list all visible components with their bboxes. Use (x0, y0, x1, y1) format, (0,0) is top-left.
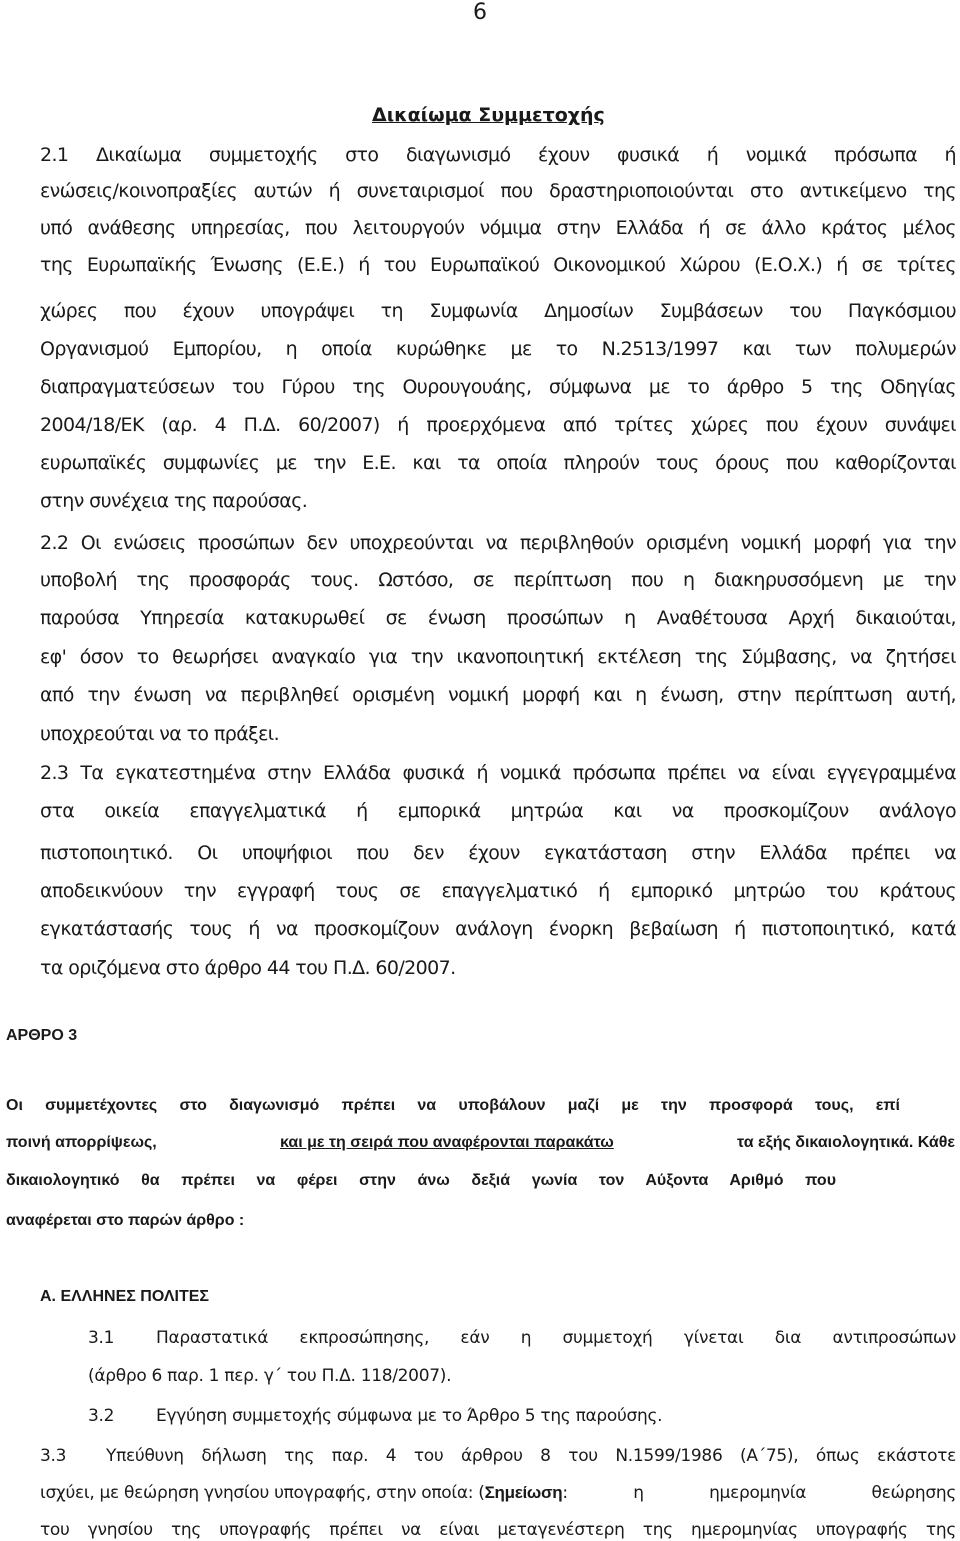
item-line2-post: : η ημερομηνία θεώρησης (562, 1483, 956, 1503)
para-2-3-line: 2.3 Τα εγκατεστημένα στην Ελλάδα φυσικά ή νομικά πρόσωπα πρέπει να είναι εγγεγραμμένα (40, 762, 956, 784)
intro-line2-pre: ποινή απορρίψεως, (6, 1134, 157, 1151)
para-2-3-line: τα οριζόμενα στο άρθρο 44 του Π.Δ. 60/2007. (40, 957, 456, 979)
intro-line2-post: τα εξής δικαιολογητικά. Κάθε (737, 1134, 955, 1151)
intro-line: Οι συμμετέχοντες στο διαγωνισμό πρέπει να υποβάλουν μαζί με την προσφορά τους, επί (6, 1097, 900, 1114)
item-text: Υπεύθυνη δήλωση της παρ. 4 του άρθρου 8 του Ν.1599/1986 (Α΄75), όπως εκάστοτε (106, 1446, 956, 1466)
para-2-2-line: παρούσα Υπηρεσία κατακυρωθεί σε ένωση προσώπων η Αναθέτουσα Αρχή δικαιούται, (40, 607, 956, 629)
item-number: 3.3 (40, 1446, 67, 1466)
item-text: Παραστατικά εκπροσώπησης, εάν η συμμετοχή γίνεται δια αντιπροσώπων (156, 1328, 956, 1348)
intro-line2-underlined: και με τη σειρά που αναφέρονται παρακάτω (279, 1134, 614, 1151)
item-number: 3.1 (88, 1328, 115, 1348)
page-number: 6 (473, 0, 487, 25)
para-2-1-line: στην συνέχεια της παρούσας. (40, 490, 308, 512)
para-2-2-line: εφ' όσον το θεωρήσει αναγκαίο για την ικανοποιητική εκτέλεση της Σύμβασης, να ζητήσει (40, 646, 956, 668)
para-2-2-line: υποβολή της προσφοράς τους. Ωστόσο, σε περίπτωση που η διακηρυσσόμενη με την (40, 569, 956, 591)
item-text (40, 1483, 956, 1503)
para-2-3-line: πιστοποιητικό. Οι υποψήφιοι που δεν έχουν εγκατάσταση στην Ελλάδα πρέπει να (40, 842, 956, 864)
para-2-1-line: ενώσεις/κοινοπραξίες αυτών ή συνεταιρισμοί που δραστηριοποιούνται στο αντικείμενο της (40, 180, 956, 202)
intro-line: δικαιολογητικό θα πρέπει να φέρει στην άνω δεξιά γωνία τον Αύξοντα Αριθμό που (6, 1172, 836, 1189)
section-title: Δικαίωμα Συμμετοχής (372, 104, 605, 126)
item-text: Εγγύηση συμμετοχής σύμφωνα με το Άρθρο 5 της παρούσης. (156, 1406, 663, 1426)
intro-line (6, 1134, 955, 1152)
para-2-2-line: από την ένωση να περιβληθεί ορισμένη νομική μορφή και η ένωση, στην περίπτωση αυτή, (40, 684, 956, 706)
item-line2-pre: ισχύει, με θεώρηση γνησίου υπογραφής, στην οποία: ( (40, 1483, 485, 1503)
para-2-1-line: Οργανισμού Εμπορίου, η οποία κυρώθηκε με το Ν.2513/1997 και των πολυμερών (40, 338, 956, 360)
para-2-1-line: της Ευρωπαϊκής Ένωσης (Ε.Ε.) ή του Ευρωπαϊκού Οικονομικού Χώρου (Ε.Ο.Χ.) ή σε τρίτες (40, 254, 956, 276)
item-text: του γνησίου της υπογραφής πρέπει να είναι μεταγενέστερη της ημερομηνίας υπογραφής της (40, 1520, 956, 1540)
para-2-1-line: 2004/18/ΕΚ (αρ. 4 Π.Δ. 60/2007) ή προερχόμενα από τρίτες χώρες που έχουν συνάψει (40, 414, 956, 436)
para-2-2-line: υποχρεούται να το πράξει. (40, 723, 280, 745)
subsection-title: Α. ΕΛΛΗΝΕΣ ΠΟΛΙΤΕΣ (40, 1288, 210, 1305)
para-2-1-line: 2.1 Δικαίωμα συμμετοχής στο διαγωνισμό έχουν φυσικά ή νομικά πρόσωπα ή (40, 144, 956, 166)
note-label: Σημείωση (484, 1483, 563, 1502)
para-2-2-line: 2.2 Οι ενώσεις προσώπων δεν υποχρεούνται να περιβληθούν ορισμένη νομική μορφή για την (40, 532, 956, 554)
para-2-1-line: χώρες που έχουν υπογράψει τη Συμφωνία Δημοσίων Συμβάσεων του Παγκόσμιου (40, 300, 956, 322)
para-2-1-line: υπό ανάθεσης υπηρεσίας, που λειτουργούν νόμιμα στην Ελλάδα ή σε άλλο κράτος μέλος (40, 217, 956, 239)
para-2-1-line: διαπραγματεύσεων του Γύρου της Ουρουγουάης, σύμφωνα με το άρθρο 5 της Οδηγίας (40, 376, 956, 398)
item-text: (άρθρο 6 παρ. 1 περ. γ΄ του Π.Δ. 118/2007). (88, 1366, 452, 1386)
item-number: 3.2 (88, 1406, 115, 1426)
para-2-3-line: αποδεικνύουν την εγγραφή τους σε επαγγελματικό ή εμπορικό μητρώο του κράτους (40, 880, 956, 902)
para-2-3-line: στα οικεία επαγγελματικά ή εμπορικά μητρώα και να προσκομίζουν ανάλογο (40, 800, 956, 822)
article-title: ΑΡΘΡΟ 3 (6, 1027, 78, 1044)
para-2-1-line: ευρωπαϊκές συμφωνίες με την Ε.Ε. και τα οποία πληρούν τους όρους που καθορίζονται (40, 452, 956, 474)
para-2-3-line: εγκατάστασής τους ή να προσκομίζουν ανάλογη ένορκη βεβαίωση ή πιστοποιητικό, κατά (40, 918, 956, 940)
intro-line: αναφέρεται στο παρών άρθρο : (6, 1212, 245, 1229)
